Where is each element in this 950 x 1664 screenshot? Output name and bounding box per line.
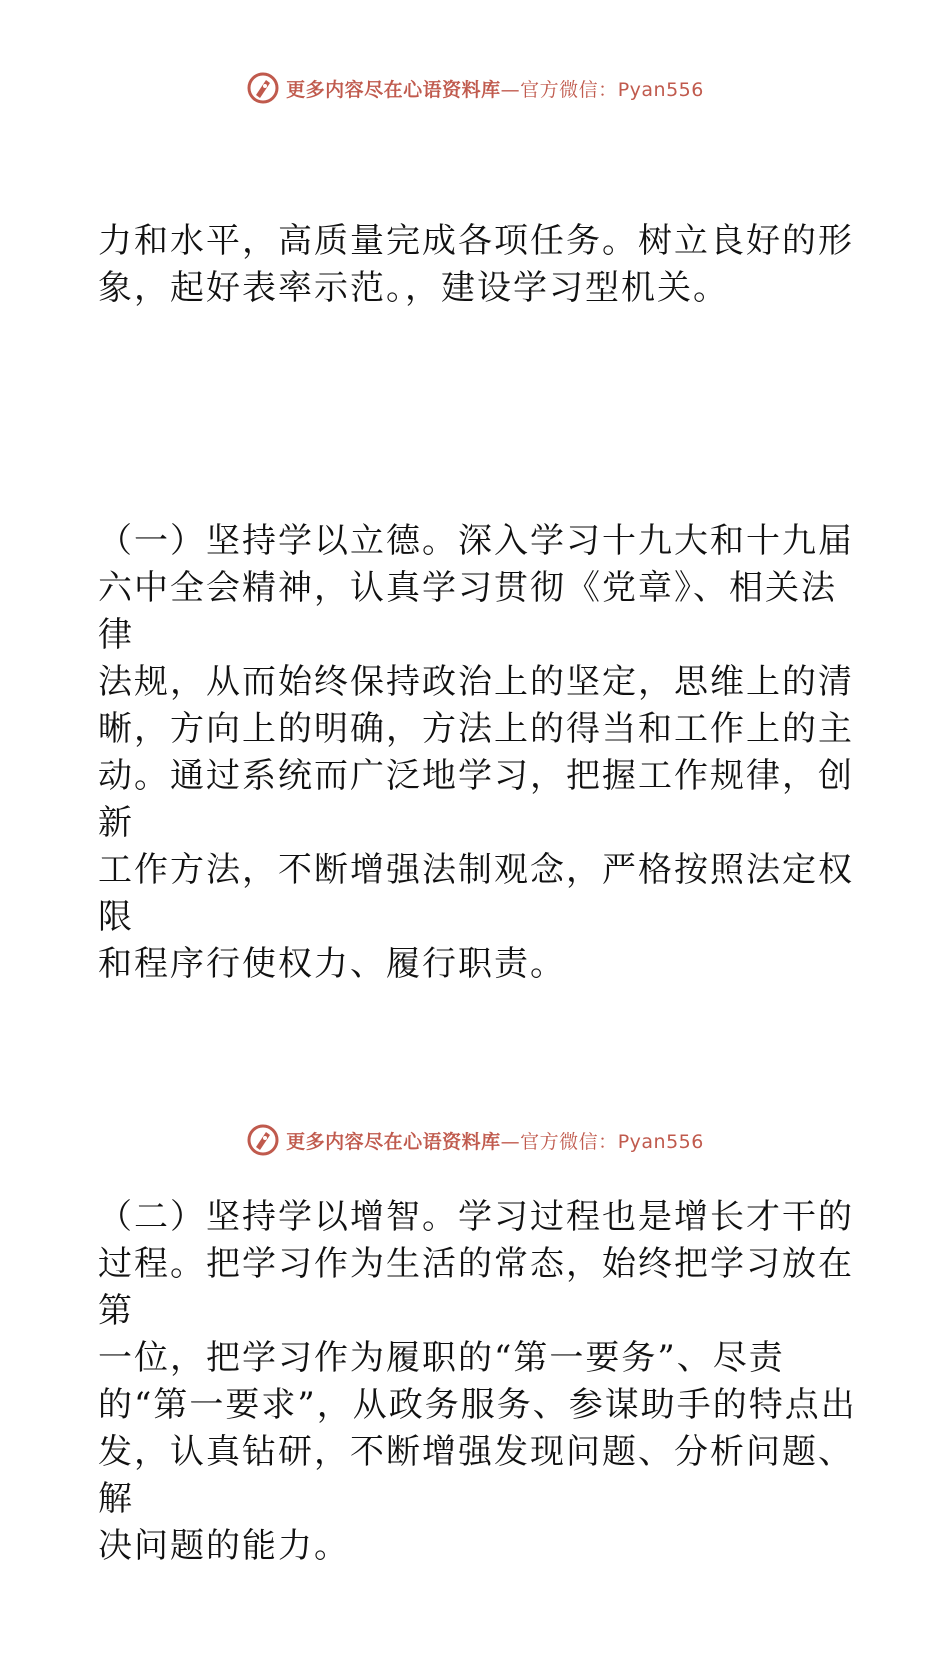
watermark-account: Pyan556 [617, 78, 704, 101]
text-line: 的“第一要求”，从政务服务、参谋助手的特点出 [98, 1385, 857, 1425]
paragraph-section-one [98, 424, 858, 1082]
footer-watermark [0, 1120, 950, 1160]
watermark-site-name: 更多内容尽在心语资料库 [286, 1130, 501, 1153]
watermark-separator: — [500, 1130, 521, 1153]
header-watermark [0, 68, 950, 108]
text-line: 晰，方向上的明确，方法上的得当和工作上的主 [98, 709, 854, 749]
paragraph-section-two [98, 1100, 858, 1664]
text-line: 六中全会精神，认真学习贯彻《党章》、相关法律 [98, 568, 837, 655]
watermark-text [286, 1127, 704, 1154]
text-line: 法规，从而始终保持政治上的坚定，思维上的清 [98, 662, 854, 702]
text-line: 决问题的能力。 [98, 1526, 350, 1566]
paragraph-intro-continuation [98, 124, 858, 406]
text-line: 和程序行使权力、履行职责。 [98, 944, 566, 984]
pen-nib-circle-icon [246, 71, 280, 105]
watermark-account: Pyan556 [617, 1130, 704, 1153]
section-heading-line: （一）坚持学以立德。深入学习十九大和十九届 [98, 521, 854, 561]
watermark-wechat-label: 官方微信： [520, 1130, 618, 1153]
pen-nib-circle-icon [246, 1123, 280, 1157]
watermark-separator: — [500, 78, 521, 101]
watermark-wechat-label: 官方微信： [520, 78, 618, 101]
section-heading-line: （二）坚持学以增智。学习过程也是增长才干的 [98, 1197, 854, 1237]
text-line: 力和水平，高质量完成各项任务。树立良好的形 [98, 221, 854, 261]
text-line: 过程。把学习作为生活的常态，始终把学习放在第 [98, 1244, 854, 1331]
text-line: 发，认真钻研，不断增强发现问题、分析问题、解 [98, 1432, 854, 1519]
text-line: 象，起好表率示范。，建设学习型机关。 [98, 268, 729, 308]
text-line: 工作方法，不断增强法制观念，严格按照法定权限 [98, 850, 854, 937]
watermark-text [286, 75, 704, 102]
text-line: 一位，把学习作为履职的“第一要务”、尽责 [98, 1338, 785, 1378]
document-body [98, 124, 858, 1664]
watermark-site-name: 更多内容尽在心语资料库 [286, 78, 501, 101]
text-line: 动。通过系统而广泛地学习，把握工作规律，创新 [98, 756, 854, 843]
